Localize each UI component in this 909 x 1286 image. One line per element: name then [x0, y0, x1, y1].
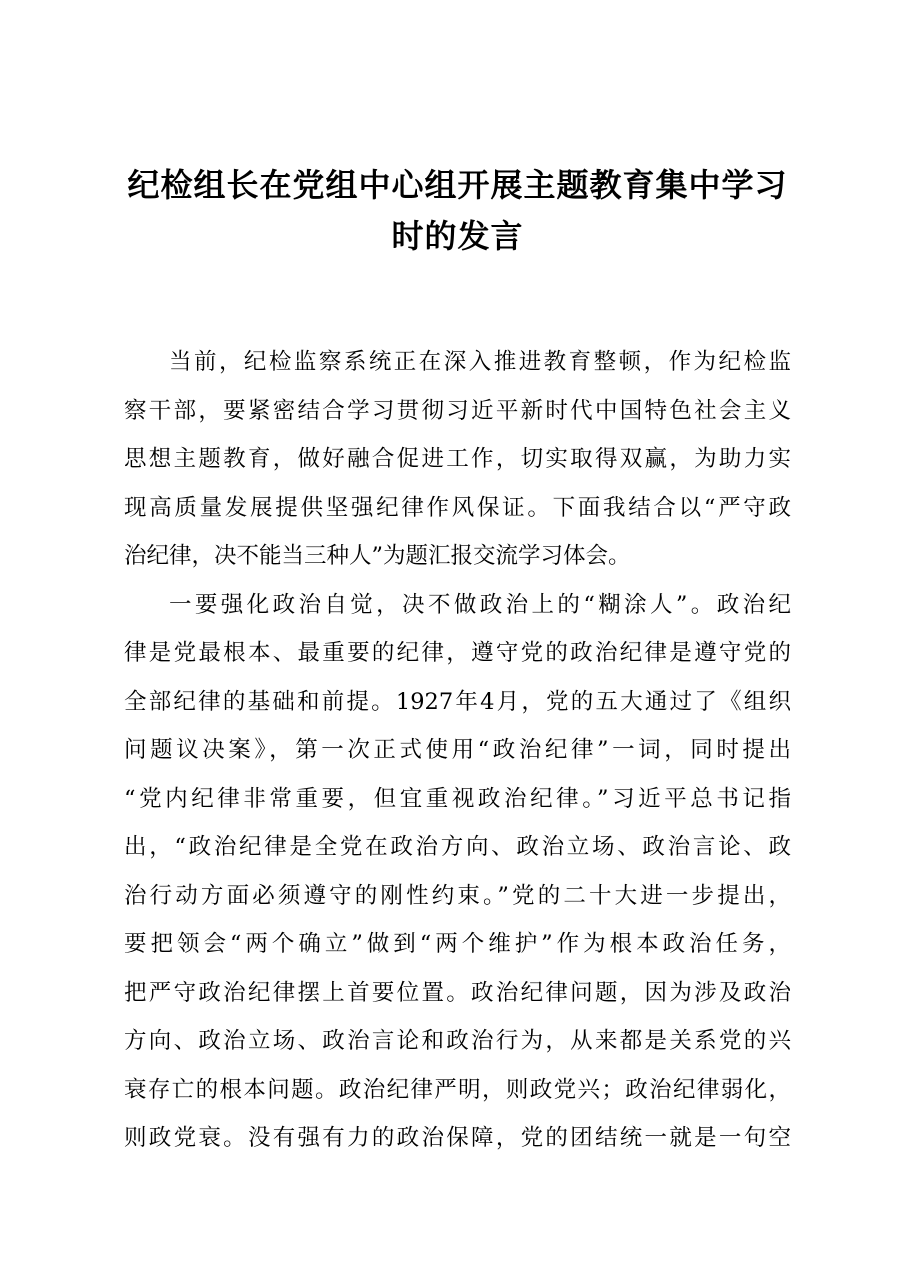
- text-line: 律是党最根本、最重要的纪律，遵守党的政治纪律是遵守党的: [124, 640, 791, 666]
- paragraph-political-consciousness: [124, 581, 791, 1163]
- text-line: 把严守政治纪律摆上首要位置。政治纪律问题，因为涉及政治: [124, 979, 791, 1006]
- paragraph-intro: [124, 338, 791, 581]
- text-line: 则政党衰。没有强有力的政治保障，党的团结统一就是一句空: [124, 1125, 791, 1151]
- text-line: 出，“政治纪律是全党在政治方向、政治立场、政治言论、政: [124, 834, 791, 860]
- document-body: [124, 338, 791, 1163]
- text-line: 治行动方面必须遵守的刚性约束。”党的二十大进一步提出，: [124, 882, 791, 909]
- title-line: 时的发言: [391, 217, 524, 255]
- text-line: 要把领会“两个确立”做到“两个维护”作为根本政治任务，: [124, 931, 791, 957]
- text-line: 现高质量发展提供坚强纪律作风保证。下面我结合以“严守政: [124, 494, 791, 521]
- title-line: 纪检组长在党组中心组开展主题教育集中学习: [127, 166, 788, 204]
- text-line: 思想主题教育，做好融合促进工作，切实取得双赢，为助力实: [124, 446, 791, 472]
- text-line: 当前，纪检监察系统正在深入推进教育整顿，作为纪检监: [169, 349, 791, 375]
- document-title: [124, 0, 791, 262]
- text-line: 治纪律，决不能当三种人”为题汇报交流学习体会。: [124, 543, 631, 569]
- text-line: 察干部，要紧密结合学习贯彻习近平新时代中国特色社会主义: [124, 397, 791, 424]
- text-line: 全部纪律的基础和前提。1927年4月，党的五大通过了《组织: [124, 688, 791, 715]
- text-line: “党内纪律非常重要，但宜重视政治纪律。”习近平总书记指: [124, 785, 791, 812]
- text-line: 衰存亡的根本问题。政治纪律严明，则政党兴；政治纪律弱化，: [124, 1076, 791, 1103]
- text-line: 问题议决案》，第一次正式使用“政治纪律”一词，同时提出: [124, 737, 791, 763]
- text-line: 一要强化政治自觉，决不做政治上的“糊涂人”。政治纪: [169, 591, 791, 618]
- text-line: 方向、政治立场、政治言论和政治行为，从来都是关系党的兴: [124, 1028, 791, 1054]
